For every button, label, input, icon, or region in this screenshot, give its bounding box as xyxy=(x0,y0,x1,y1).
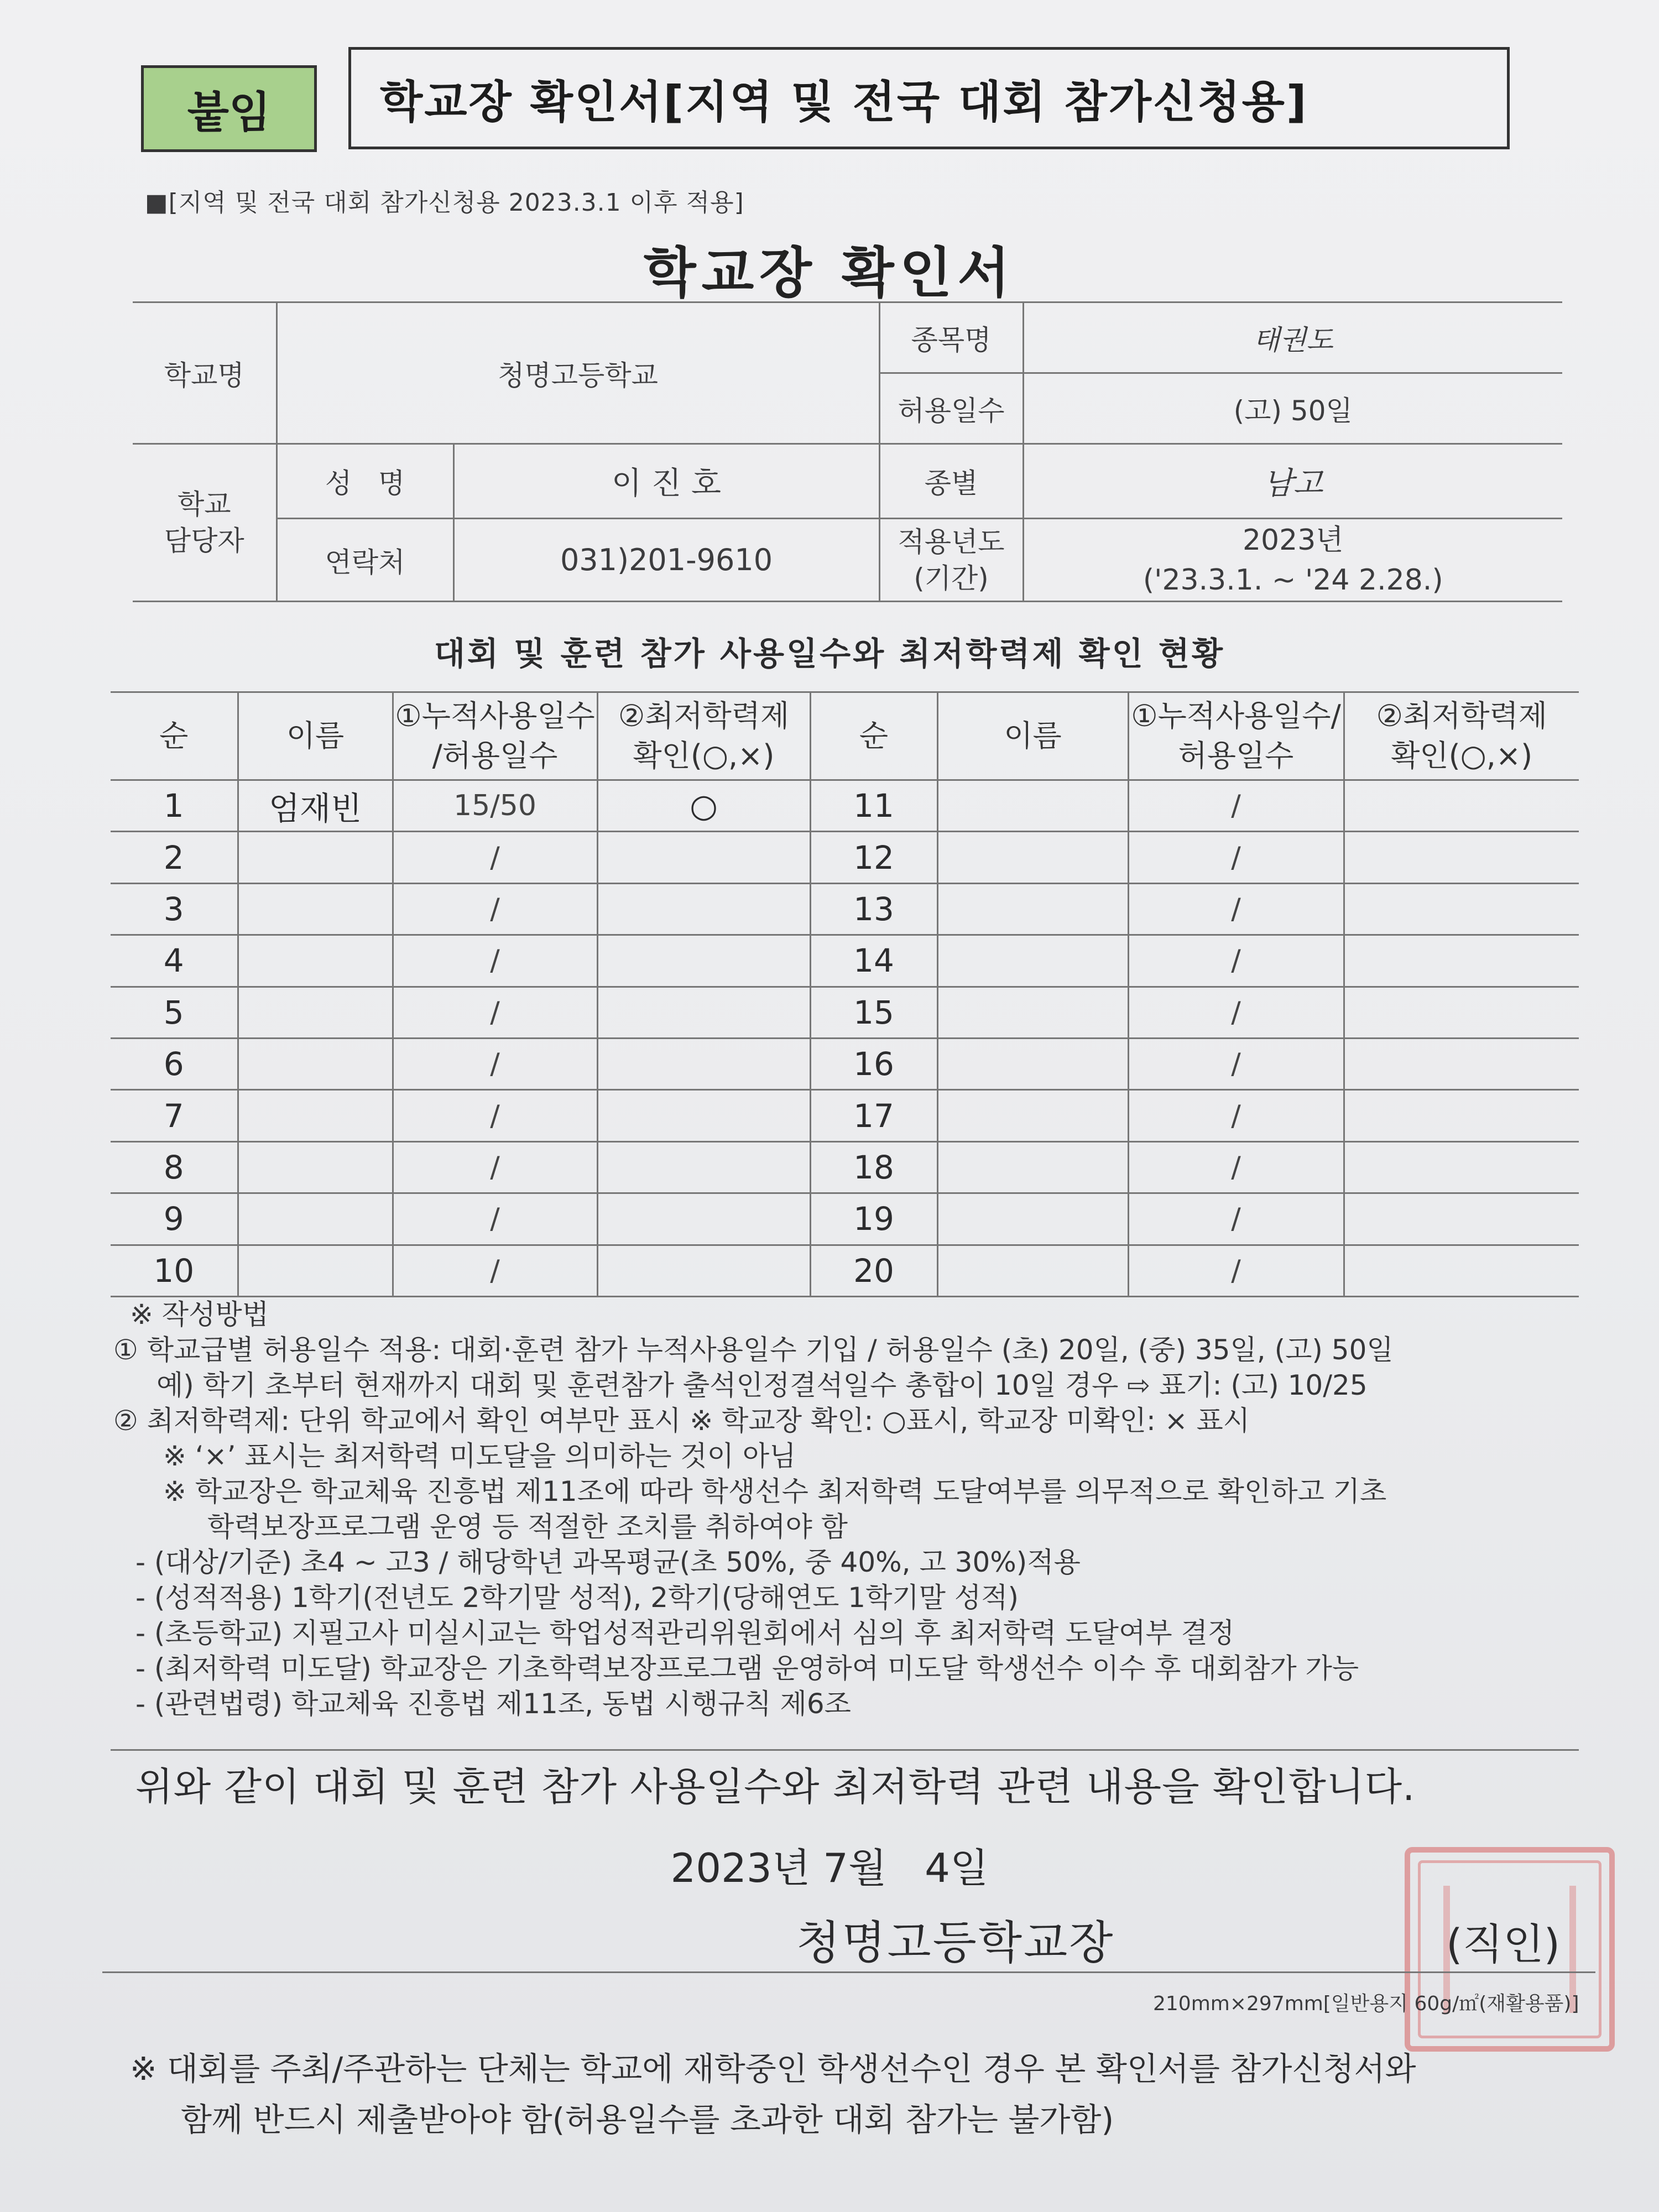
used-days-cell: / xyxy=(393,1038,597,1089)
used-days-cell: / xyxy=(1128,832,1344,883)
school-name-value: 청명고등학교 xyxy=(276,302,879,444)
instructions-heading: ※ 작성방법 xyxy=(130,1298,269,1331)
table-row xyxy=(111,1193,1579,1245)
col-check-left: ②최저학력제 확인(○,×) xyxy=(597,692,810,780)
athlete-name-cell xyxy=(937,780,1128,832)
row-number-cell: 11 xyxy=(810,780,937,832)
instruction-line: - (관련법령) 학교체육 진흥법 제11조, 동법 시행규칙 제6조 xyxy=(135,1688,851,1720)
instruction-line: - (초등학교) 지필고사 미실시교는 학업성적관리위원회에서 심의 후 최저학력 도달여부 결정 xyxy=(135,1617,1235,1649)
col-name-left: 이름 xyxy=(238,692,393,780)
contact-phone-value: 031)201-9610 xyxy=(453,519,879,602)
athlete-name-cell xyxy=(937,1245,1128,1296)
athlete-name-cell xyxy=(238,987,393,1038)
footnote-line: 함께 반드시 제출받아야 함(허용일수를 초과한 대회 참가는 불가함) xyxy=(181,2101,1114,2138)
confirmation-statement: 위와 같이 대회 및 훈련 참가 사용일수와 최저학력 관련 내용을 확인합니다. xyxy=(135,1764,1416,1809)
contact-name-value: 이 진 호 xyxy=(453,444,879,519)
contact-name-label: 성 명 xyxy=(276,444,453,519)
table-row xyxy=(111,832,1579,883)
min-academic-check-cell xyxy=(1344,832,1579,883)
footnote-line: ※ 대회를 주최/주관하는 단체는 학교에 재학중인 학생선수인 경우 본 확인서를 참가신청서와 xyxy=(130,2050,1416,2088)
min-academic-check-cell xyxy=(1344,1245,1579,1296)
athlete-name-cell xyxy=(937,935,1128,987)
table-row xyxy=(111,883,1579,935)
instruction-line: 학력보장프로그램 운영 등 적절한 조치를 취하여야 함 xyxy=(207,1511,848,1543)
year-label: 적용년도 (기간) xyxy=(879,519,1023,602)
min-academic-check-cell xyxy=(1344,883,1579,935)
min-academic-check-cell xyxy=(1344,1193,1579,1245)
used-days-cell: / xyxy=(1128,883,1344,935)
row-number-cell: 20 xyxy=(810,1245,937,1296)
table-row xyxy=(111,1038,1579,1089)
row-number-cell: 8 xyxy=(111,1141,238,1193)
usage-table xyxy=(111,691,1579,1297)
min-academic-check-cell xyxy=(1344,1141,1579,1193)
event-label: 종목명 xyxy=(879,302,1023,373)
form-title: 학교장 확인서[지역 및 전국 대회 참가신청용] xyxy=(348,47,1510,149)
athlete-name-cell xyxy=(238,1038,393,1089)
used-days-cell: / xyxy=(1128,935,1344,987)
athlete-name-cell xyxy=(937,1090,1128,1141)
division-value: 남고 xyxy=(1023,444,1562,519)
row-number-cell: 7 xyxy=(111,1090,238,1141)
principal-name: 청명고등학교장 xyxy=(796,1917,1115,1969)
table-row xyxy=(111,935,1579,987)
row-number-cell: 15 xyxy=(810,987,937,1038)
submission-footnote xyxy=(130,2043,1416,2145)
row-number-cell: 19 xyxy=(810,1193,937,1245)
row-number-cell: 5 xyxy=(111,987,238,1038)
athlete-name-cell xyxy=(937,832,1128,883)
used-days-cell: / xyxy=(393,1090,597,1141)
seal-label: (직인) xyxy=(1446,1919,1561,1969)
row-number-cell: 4 xyxy=(111,935,238,987)
divider xyxy=(102,1971,1595,1973)
used-days-cell: / xyxy=(1128,987,1344,1038)
used-days-cell: / xyxy=(393,1245,597,1296)
used-days-cell: / xyxy=(393,1141,597,1193)
used-days-cell: / xyxy=(393,1193,597,1245)
athlete-name-cell xyxy=(238,883,393,935)
used-days-cell: / xyxy=(1128,1141,1344,1193)
athlete-name-cell: 엄재빈 xyxy=(238,780,393,832)
min-academic-check-cell xyxy=(1344,935,1579,987)
athlete-name-cell xyxy=(238,1245,393,1296)
row-number-cell: 18 xyxy=(810,1141,937,1193)
min-academic-check-cell xyxy=(597,832,810,883)
instruction-line: ② 최저학력제: 단위 학교에서 확인 여부만 표시 ※ 학교장 확인: ○표시, 학교장 미확인: × 표시 xyxy=(113,1405,1250,1437)
table-row xyxy=(111,1141,1579,1193)
athlete-name-cell xyxy=(937,883,1128,935)
min-academic-check-cell xyxy=(597,1141,810,1193)
used-days-cell: / xyxy=(1128,780,1344,832)
min-academic-check-cell: ○ xyxy=(597,780,810,832)
min-academic-check-cell xyxy=(597,883,810,935)
writing-instructions xyxy=(113,1297,1601,1721)
min-academic-check-cell xyxy=(597,987,810,1038)
athlete-name-cell xyxy=(238,832,393,883)
contact-person-label: 학교 담당자 xyxy=(133,444,276,602)
usage-table-body xyxy=(111,780,1579,1297)
used-days-cell: 15/50 xyxy=(393,780,597,832)
used-days-cell: / xyxy=(393,935,597,987)
athlete-name-cell xyxy=(238,1090,393,1141)
table-row xyxy=(111,1090,1579,1141)
min-academic-check-cell xyxy=(597,1245,810,1296)
athlete-name-cell xyxy=(937,987,1128,1038)
used-days-cell: / xyxy=(1128,1090,1344,1141)
usage-section-heading: 대회 및 훈련 참가 사용일수와 최저학력제 확인 현황 xyxy=(434,635,1225,672)
min-academic-check-cell xyxy=(1344,987,1579,1038)
instruction-line: ※ 학교장은 학교체육 진흥법 제11조에 따라 학생선수 최저학력 도달여부를 의무적으로 확인하고 기초 xyxy=(163,1475,1387,1507)
row-number-cell: 3 xyxy=(111,883,238,935)
min-academic-check-cell xyxy=(1344,1090,1579,1141)
division-label: 종별 xyxy=(879,444,1023,519)
form-subtitle: ■[지역 및 전국 대회 참가신청용 2023.3.1 이후 적용] xyxy=(145,189,744,217)
contact-phone-label: 연락처 xyxy=(276,519,453,602)
row-number-cell: 6 xyxy=(111,1038,238,1089)
min-academic-check-cell xyxy=(597,1193,810,1245)
athlete-name-cell xyxy=(937,1038,1128,1089)
used-days-cell: / xyxy=(393,883,597,935)
allowed-days-value: (고) 50일 xyxy=(1023,373,1562,444)
athlete-name-cell xyxy=(238,935,393,987)
instruction-line: - (성적적용) 1학기(전년도 2학기말 성적), 2학기(당해연도 1학기말 성적) xyxy=(135,1582,1019,1614)
min-academic-check-cell xyxy=(597,935,810,987)
row-number-cell: 10 xyxy=(111,1245,238,1296)
athlete-name-cell xyxy=(937,1141,1128,1193)
document-title: 학교장 확인서 xyxy=(643,242,1016,305)
athlete-name-cell xyxy=(937,1193,1128,1245)
used-days-cell: / xyxy=(393,987,597,1038)
year-value: 2023년 xyxy=(1242,523,1344,557)
used-days-cell: / xyxy=(1128,1193,1344,1245)
min-academic-check-cell xyxy=(1344,780,1579,832)
school-info-table xyxy=(133,301,1562,602)
row-number-cell: 13 xyxy=(810,883,937,935)
period-value: ('23.3.1. ~ '24 2.28.) xyxy=(1142,563,1443,597)
row-number-cell: 9 xyxy=(111,1193,238,1245)
athlete-name-cell xyxy=(238,1193,393,1245)
min-academic-check-cell xyxy=(597,1038,810,1089)
row-number-cell: 14 xyxy=(810,935,937,987)
divider xyxy=(111,1749,1579,1751)
row-number-cell: 17 xyxy=(810,1090,937,1141)
col-check-right: ②최저학력제 확인(○,×) xyxy=(1344,692,1579,780)
school-name-label: 학교명 xyxy=(133,302,276,444)
col-days-right: ①누적사용일수/ 허용일수 xyxy=(1128,692,1344,780)
year-cell xyxy=(1023,519,1562,602)
instruction-line: - (최저학력 미도달) 학교장은 기초학력보장프로그램 운영하여 미도달 학생선수 이수 후 대회참가 가능 xyxy=(135,1652,1359,1684)
instruction-line: ※ ‘×’ 표시는 최저학력 미도달을 의미하는 것이 아님 xyxy=(163,1440,796,1472)
col-no-right: 순 xyxy=(810,692,937,780)
table-row xyxy=(111,987,1579,1038)
athlete-name-cell xyxy=(238,1141,393,1193)
col-days-left: ①누적사용일수 /허용일수 xyxy=(393,692,597,780)
attachment-badge: 붙임 xyxy=(141,65,317,152)
col-no-left: 순 xyxy=(111,692,238,780)
table-row xyxy=(111,780,1579,832)
row-number-cell: 1 xyxy=(111,780,238,832)
allowed-days-label: 허용일수 xyxy=(879,373,1023,444)
used-days-cell: / xyxy=(1128,1245,1344,1296)
used-days-cell: / xyxy=(393,832,597,883)
table-row xyxy=(111,1245,1579,1296)
row-number-cell: 2 xyxy=(111,832,238,883)
row-number-cell: 16 xyxy=(810,1038,937,1089)
instruction-line: - (대상/기준) 초4 ~ 고3 / 해당학년 과목평균(초 50%, 중 40%, 고 30%)적용 xyxy=(135,1546,1081,1578)
min-academic-check-cell xyxy=(1344,1038,1579,1089)
event-value: 태권도 xyxy=(1023,302,1562,373)
instruction-line: ① 학교급별 허용일수 적용: 대회·훈련 참가 누적사용일수 기입 / 허용일수 (초) 20일, (중) 35일, (고) 50일 xyxy=(113,1334,1394,1366)
row-number-cell: 12 xyxy=(810,832,937,883)
paper-spec: 210mm×297mm[일반용지 60g/㎡(재활용품)] xyxy=(1153,1992,1579,2015)
instruction-line: 예) 학기 초부터 현재까지 대회 및 훈련참가 출석인정결석일수 총합이 10일 경우 ⇨ 표기: (고) 10/25 xyxy=(156,1369,1368,1401)
issue-date: 2023년 7월 4일 xyxy=(670,1845,989,1891)
min-academic-check-cell xyxy=(597,1090,810,1141)
used-days-cell: / xyxy=(1128,1038,1344,1089)
col-name-right: 이름 xyxy=(937,692,1128,780)
